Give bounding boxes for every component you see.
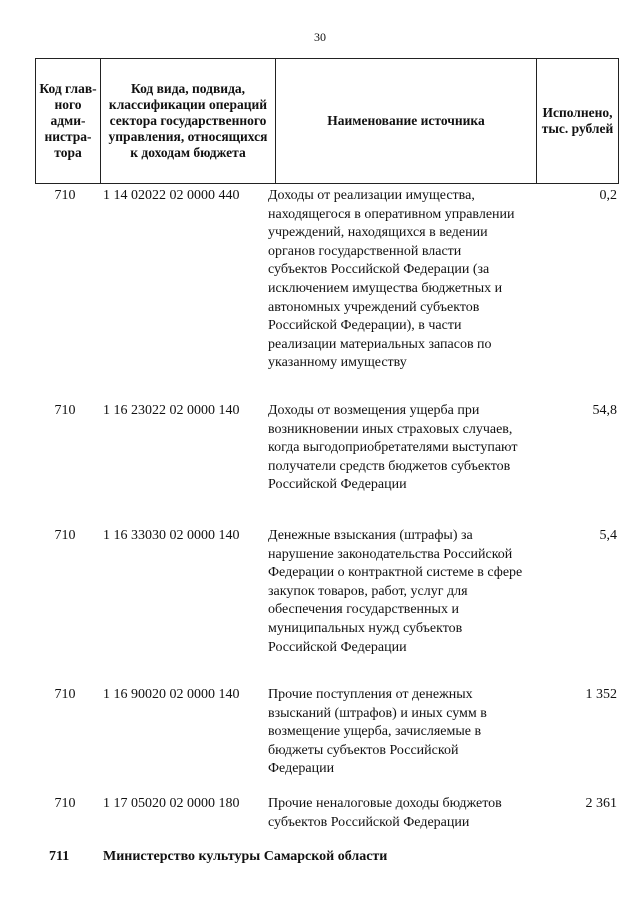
admin-code: 710 (54, 188, 76, 203)
ministry-name: Министерство культуры Самарской области (103, 849, 388, 864)
classification-code: 1 14 02022 02 0000 440 (103, 188, 240, 203)
source-name: Прочие поступления от денежных взысканий (штрафов) и иных сумм в возмещение ущерба, зачисляемые в бюджеты субъектов Российской Федерации (268, 687, 487, 777)
header-type-code: Код вида, подвида, классификации операций сектора государственного управления, относящихся к доходам бюджета (101, 59, 276, 184)
classification-code: 1 16 90020 02 0000 140 (103, 687, 240, 702)
source-name: Денежные взыскания (штрафы) за нарушение законодательства Российской Федерации о контрактной системе в сфере закупок товаров, работ, услуг для обеспечения государственных и муниципальных нужд субъектов Российской Федерации (268, 528, 523, 655)
classification-code: 1 16 23022 02 0000 140 (103, 403, 240, 418)
classification-code: 1 16 33030 02 0000 140 (103, 528, 240, 543)
admin-code: 710 (54, 796, 76, 811)
page-number: 30 (314, 30, 326, 44)
source-name: Прочие неналоговые доходы бюджетов субъектов Российской Федерации (268, 796, 502, 830)
ministry-code: 711 (49, 849, 70, 864)
table-header (35, 58, 619, 184)
executed-value: 5,4 (599, 528, 617, 543)
classification-code: 1 17 05020 02 0000 180 (103, 796, 240, 811)
header-executed: Исполнено, тыс. рублей (537, 59, 619, 184)
header-admin-code: Код глав-ного адми-нистра-тора (36, 59, 101, 184)
executed-value: 1 352 (585, 687, 617, 702)
admin-code: 710 (54, 528, 76, 543)
source-name: Доходы от возмещения ущерба при возникновении иных страховых случаев, когда выгодоприобретателями выступают получатели средств бюджетов субъектов Российской Федерации (268, 403, 518, 493)
admin-code: 710 (54, 403, 76, 418)
admin-code: 710 (54, 687, 76, 702)
executed-value: 0,2 (599, 188, 617, 203)
executed-value: 2 361 (585, 796, 617, 811)
executed-value: 54,8 (592, 403, 617, 418)
header-source-name: Наименование источника (276, 59, 537, 184)
source-name: Доходы от реализации имущества, находящегося в оперативном управлении учреждений, находящихся в ведении органов государственной власти субъектов Российской Федерации (за исключением имущества бюджетных и автономных учреждений субъектов Российской Федерации), в части реализации материальных запасов по указанному имуществу (268, 188, 515, 371)
